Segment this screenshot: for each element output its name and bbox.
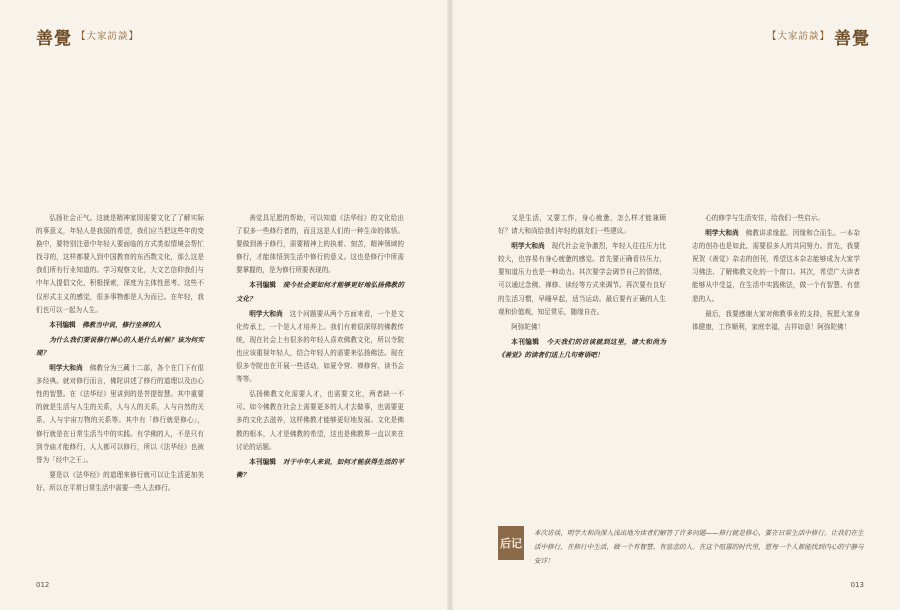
- body-paragraph: [36, 469, 204, 495]
- postscript-label: 后记: [498, 526, 524, 560]
- interview-answer: [498, 240, 666, 319]
- speaker-name: 本刊编辑: [511, 337, 540, 346]
- paragraph-text: 要是以《法华经》的道理来修行就可以让生活更加美好。所以在平常日常生活中需要一些人去修行。: [36, 470, 204, 492]
- paragraph-text: 弘扬佛教文化需要人才，也需要文化，两者缺一不可。如今佛教在社会上需要更多的人才去做事，也需要更多的文化去滋养，这样佛教才能够更好地发展。文化是佛教的根本，人才是佛教的希望，这也是佛教界一直以来在讨论的话题。: [236, 390, 404, 451]
- interview-answer: [236, 308, 404, 387]
- speaker-name: 明学大和尚: [511, 242, 545, 251]
- paragraph-text: 佛教分为三藏十二部，各个在门下有很多经典。就对修行而言，佛陀讲述了修行的道理以及由心性的智慧。在《法华经》里讲到的是菩提智慧。其中重要的就是生活与人生的关系，人与人的关系，人与自然的关系，人与宇宙万物的关系等。其中有「修行就是修心」，修行就是在日常生活当中的实践。有学佛的人，不是只有到寺庙才能修行，人人都可以修行，所以《法华经》也被誉为「经中之王」。: [36, 364, 205, 464]
- paragraph-text: 现代社会竞争激烈，年轻人往往压力比较大，也容易有身心疲惫的感觉。首先要正确看待压力，要知道压力也是一种动力。其次要学会调节自己的情绪，可以通过念佛、禅修、读经等方式来调节。再次要有良好的生活习惯，早睡早起，适当运动。最后要有正确的人生观和价值观，知足常乐，随缘自在。: [498, 242, 667, 316]
- text-column: [36, 212, 204, 497]
- text-column: [692, 212, 860, 336]
- paragraph-text: 心的修学与生活安住，给我们一些启示。: [705, 214, 824, 222]
- interview-question: [236, 456, 404, 482]
- interview-question: [498, 336, 666, 362]
- page-number: 012: [36, 581, 50, 589]
- paragraph-text: 弘扬社会正气。这就是精神家园需要文化了了解实际的事意义，年轻人是我国的希望，我们应当把这些年的变换中，要特别注意中年轻人要面临的方式类似情境会帮忙找寻的，这样都要入到中国教育的东西数文化，那么这是我们所有行业知道的。学习观察文化，大文艺信仰我们与中年人提倡文化，积极探索，深度为主体性思考。这些不仅形式主义的感觉，很多事物都是人为而已。在年轻，我们也可以一起为人生。: [36, 214, 204, 314]
- magazine-brand: 善覺: [36, 29, 72, 49]
- speaker-name: 明学大和尚: [249, 309, 283, 318]
- paragraph-text: 这个问题要从两个方面来看，一个是文化传承上，一个是人才培养上。我们有着很深厚的佛教传统，现在社会上有很多的年轻人喜欢佛教文化，所以寺院也应该重视年轻人，结合年轻人的需要来弘扬佛法。现在很多寺院也在开展一些活动，如夏令营、禅修营、读书会等等。: [236, 309, 405, 384]
- postscript-block: [498, 526, 868, 565]
- paragraph-text: 为什么我们要说修行禅心的人是什么时候？该为何实现？: [36, 335, 204, 357]
- paragraph-text: 对于中年人来说，如何才能获得生活的平衡？: [236, 457, 405, 479]
- speaker-name: 本刊编辑: [49, 320, 76, 329]
- speaker-name: 明学大和尚: [705, 229, 739, 238]
- body-paragraph: [692, 212, 860, 225]
- speaker-name: 明学大和尚: [49, 364, 83, 373]
- paragraph-text: 佛教当中说，修行坐禅的人: [82, 320, 162, 329]
- paragraph-text: 阿弥陀佛！: [511, 322, 545, 331]
- body-paragraph: [692, 308, 860, 334]
- paragraph-text: 佛教讲求缘起，因缘和合而生。一本杂志的创办也是如此，需要很多人的共同努力。首先，我要祝贺《善觉》杂志的创刊，希望这本杂志能够成为大家学习佛法、了解佛教文化的一个窗口。其次，希望广大读者能够从中受益，在生活中实践佛法，做一个有智慧、有慈悲的人。: [692, 229, 861, 303]
- interview-question: [36, 334, 204, 360]
- interview-answer: [36, 362, 204, 467]
- interview-answer: [692, 227, 860, 306]
- paragraph-text: 现今社会要如何才能够更好地弘扬佛教的文化？: [236, 281, 405, 303]
- section-tag: 【大家訪談】: [76, 31, 140, 42]
- paragraph-text: 善觉具足愿的帮助，可以知道《法华经》的文化给出了很多一些修行者的，而且这是人们的一种生命的体悟。要做到善于修行，需要精神上的执着、刻苦，精神领域的修行，才能体悟到生活中修行的意义。这也是修行中所需要掌握的，是为修行所要表现的。: [236, 214, 404, 275]
- paragraph-text: 最后，我要感谢大家对佛教事业的支持，祝愿大家身体健康，工作顺利，家庭幸福，吉祥如意！阿弥陀佛！: [692, 309, 860, 331]
- body-paragraph: [236, 388, 404, 453]
- right-page: [450, 0, 900, 610]
- text-column: [236, 212, 404, 484]
- paragraph-text: 今天我们的访谈就到这里，请大和尚为《善觉》的读者们送上几句寄语吧！: [498, 337, 667, 359]
- section-tag: 【大家訪談】: [766, 31, 830, 42]
- body-paragraph: [498, 321, 666, 334]
- body-paragraph: [498, 212, 666, 238]
- speaker-name: 本刊编辑: [249, 281, 277, 290]
- paragraph-text: 又是生活，又要工作，身心疲惫，怎么样才能兼顾好？请大和尚给我们年轻的朋友们一些建议。: [498, 214, 666, 236]
- text-column: [498, 212, 666, 364]
- body-paragraph: [36, 212, 204, 317]
- magazine-brand: 善覺: [834, 29, 870, 49]
- interview-question: [236, 279, 404, 305]
- postscript-text: 本次访谈，明学大和尚深入浅出地为读者们解答了许多问题——修行就是修心，要在日常生活中修行。让我们在生活中修行，在修行中生活，做一个有智慧、有慈悲的人。在这个喧嚣的时代里，愿每一个人都能找到内心的宁静与安详！: [534, 529, 864, 565]
- page-number: 013: [850, 581, 864, 589]
- body-paragraph: [236, 212, 404, 277]
- interview-question: [36, 319, 204, 332]
- speaker-name: 本刊编辑: [249, 457, 277, 466]
